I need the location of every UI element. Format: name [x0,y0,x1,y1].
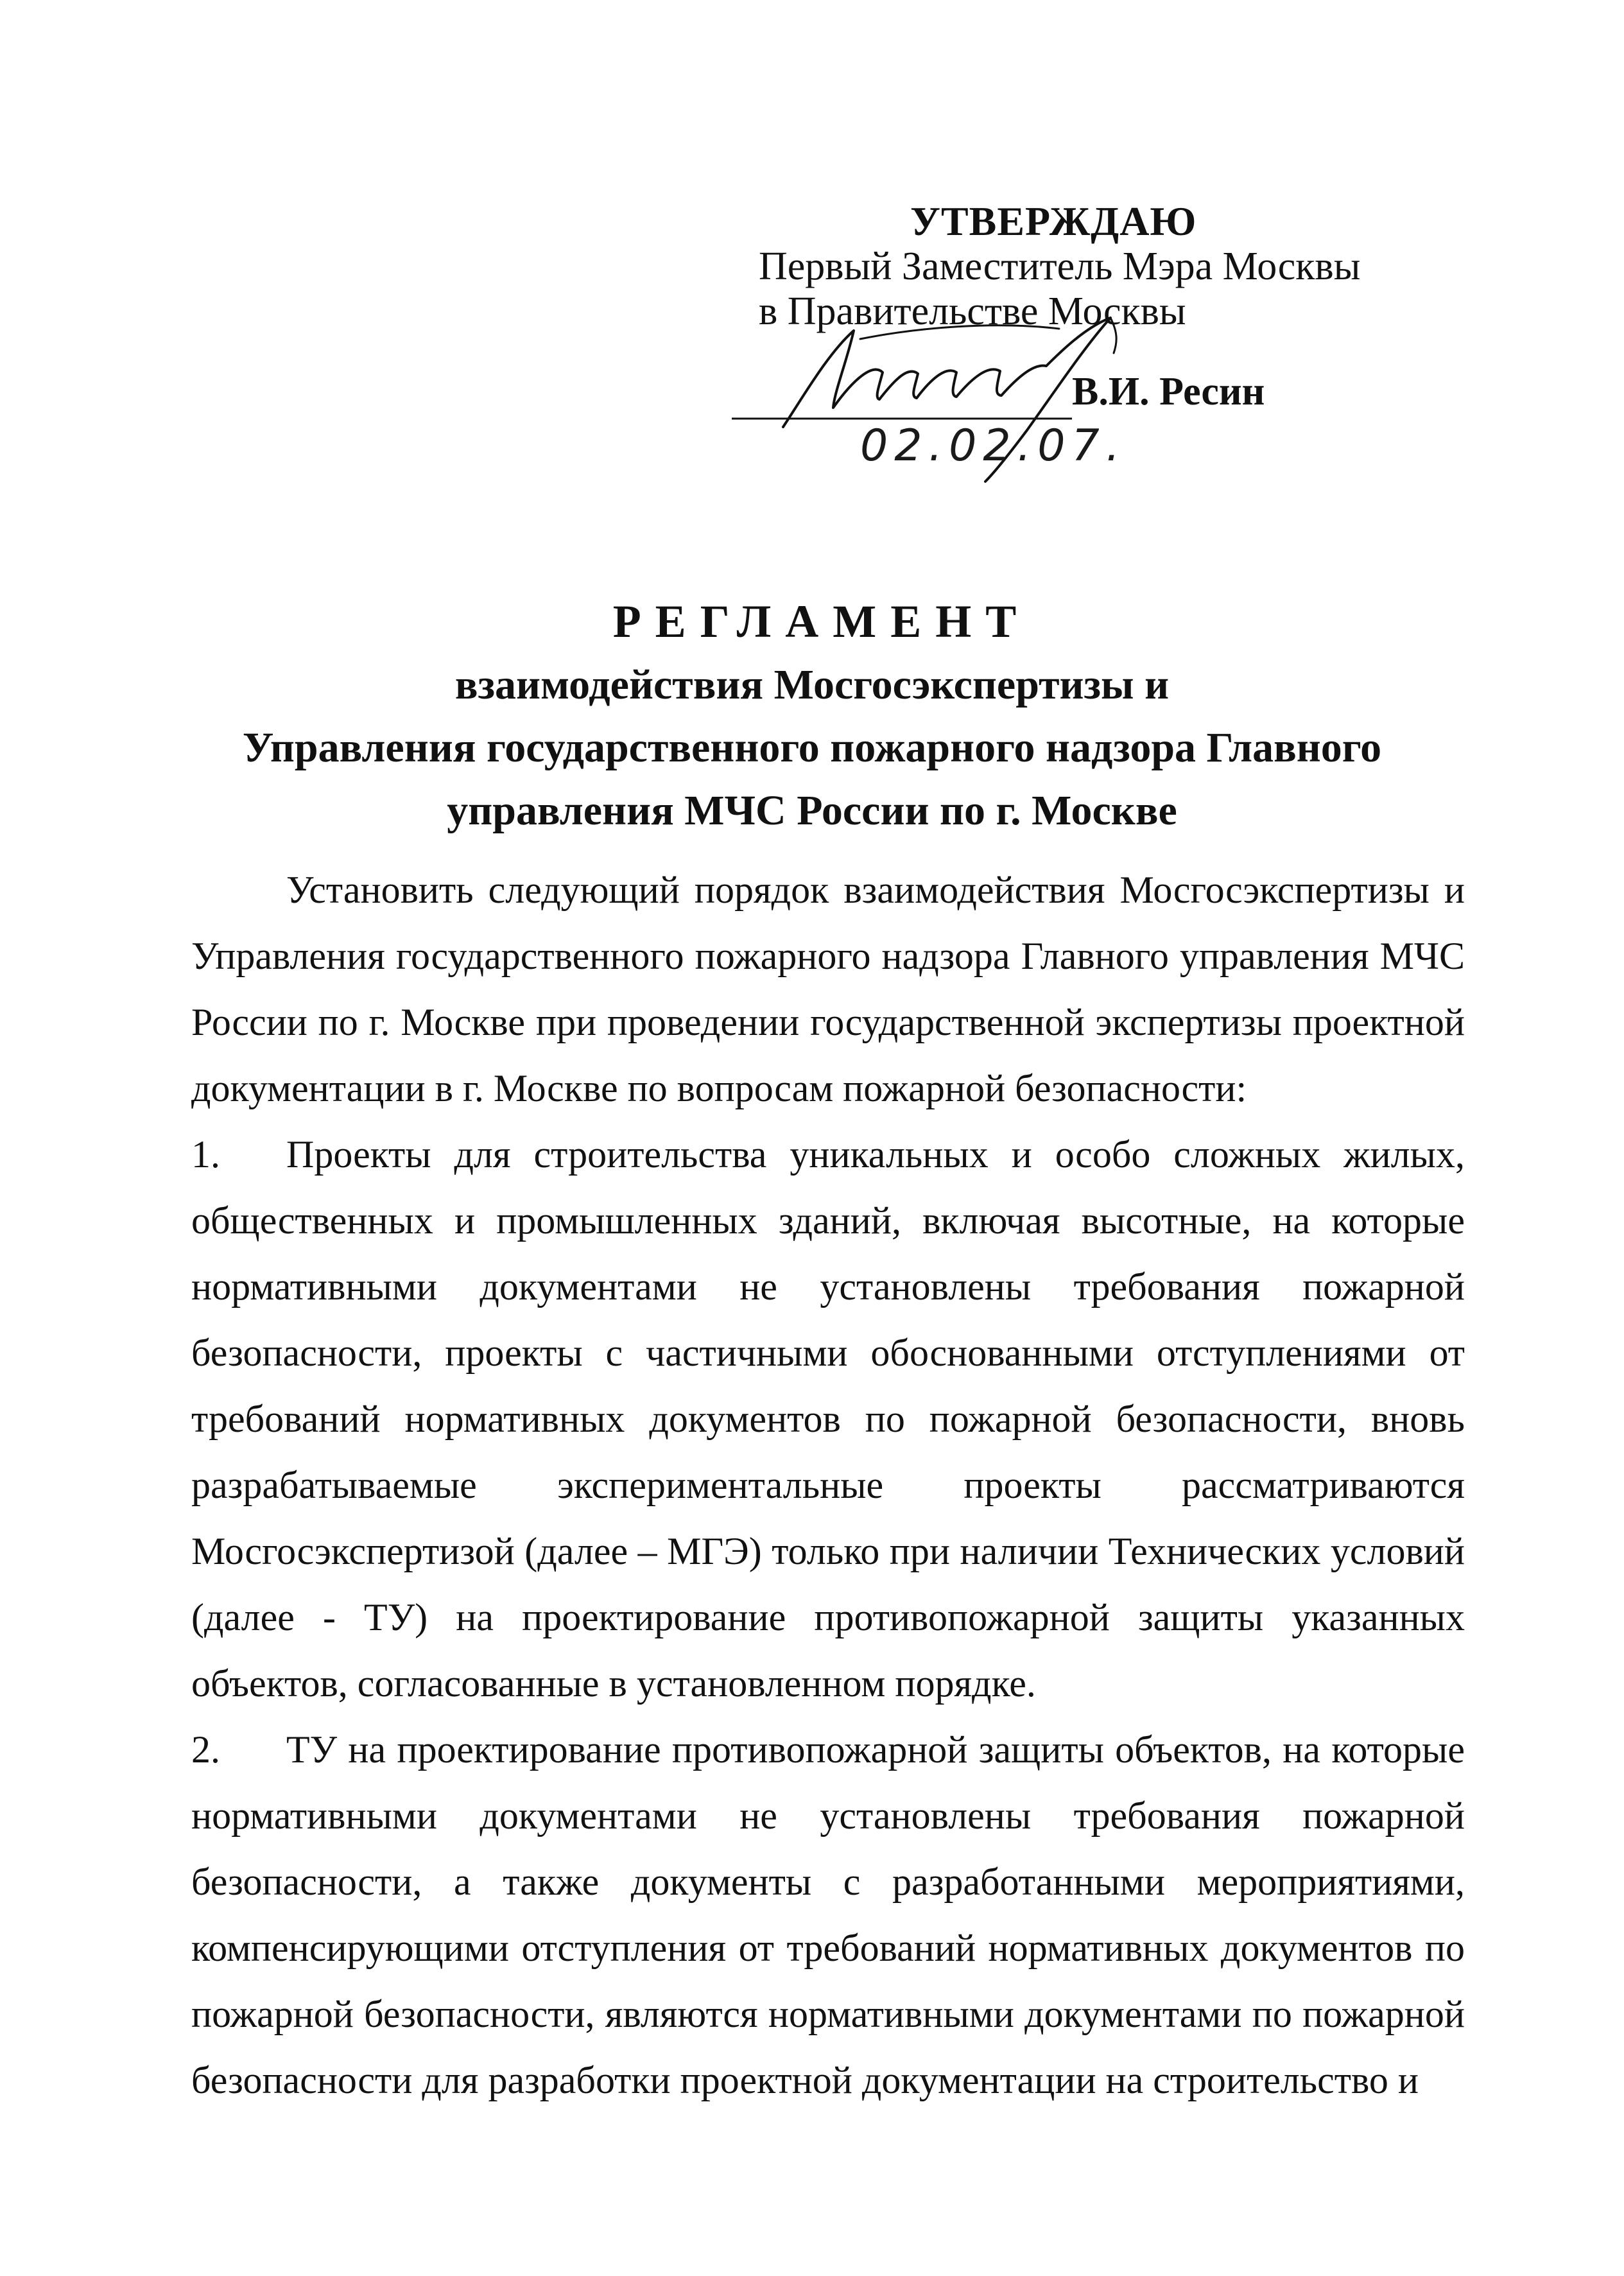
list-item-text: ТУ на проектирование противопожарной защиты объектов, на которые нормативными документами не установлены требования пожарной безопасности, а также документы с разработанными мероприятиями, компенсирующими отступления от требований нормативных документов по пожарной безопасности, являются нормативными документами по пожарной безопасности для разработки проектной документации на строительство и [191,1728,1465,2101]
list-item [191,1717,1465,2114]
signature-date: 02.02.07. [860,421,1127,471]
list-item-number: 2. [191,1728,220,1771]
document-subtitle-line-2: Управления государственного пожарного надзора Главного [242,724,1382,771]
list-item [191,1122,1465,1717]
document-title-block [0,589,1624,842]
signature-area [725,302,1271,507]
approver-position-line-1: Первый Заместитель Мэра Москвы [759,245,1361,288]
document-body [191,857,1465,2114]
document-subtitle-line-3: управления МЧС России по г. Москве [447,787,1177,834]
approval-heading: УТВЕРЖДАЮ [910,198,1197,244]
approver-position-line-2: в Правительстве Москвы [759,290,1186,333]
document-subtitle-line-1: взаимодействия Мосгосэкспертизы и [454,661,1170,708]
list-item-text: Проекты для строительства уникальных и особо сложных жилых, общественных и промышленных зданий, включая высотные, на которые нормативными документами не установлены требования пожарной безопасности, проекты с частичными обоснованными отступлениями от требований нормативных документов по пожарной безопасности, вновь разрабатываемые экспериментальные проекты рассматриваются Мосгосэкспертизой (далее – МГЭ) только при наличии Технических условий (далее - ТУ) на проектирование противопожарной защиты указанных объектов, согласованные в установленном порядке. [191,1133,1465,1705]
signer-name: В.И. Ресин [1072,370,1265,413]
intro-paragraph: Установить следующий порядок взаимодействия Мосгосэкспертизы и Управления государственного пожарного надзора Главного управления МЧС России по г. Москве при проведении государственной экспертизы проектной документации в г. Москве по вопросам пожарной безопасности: [191,869,1465,1109]
document-title: РЕГЛАМЕНТ [612,596,1031,647]
list-item-number: 1. [191,1133,220,1176]
